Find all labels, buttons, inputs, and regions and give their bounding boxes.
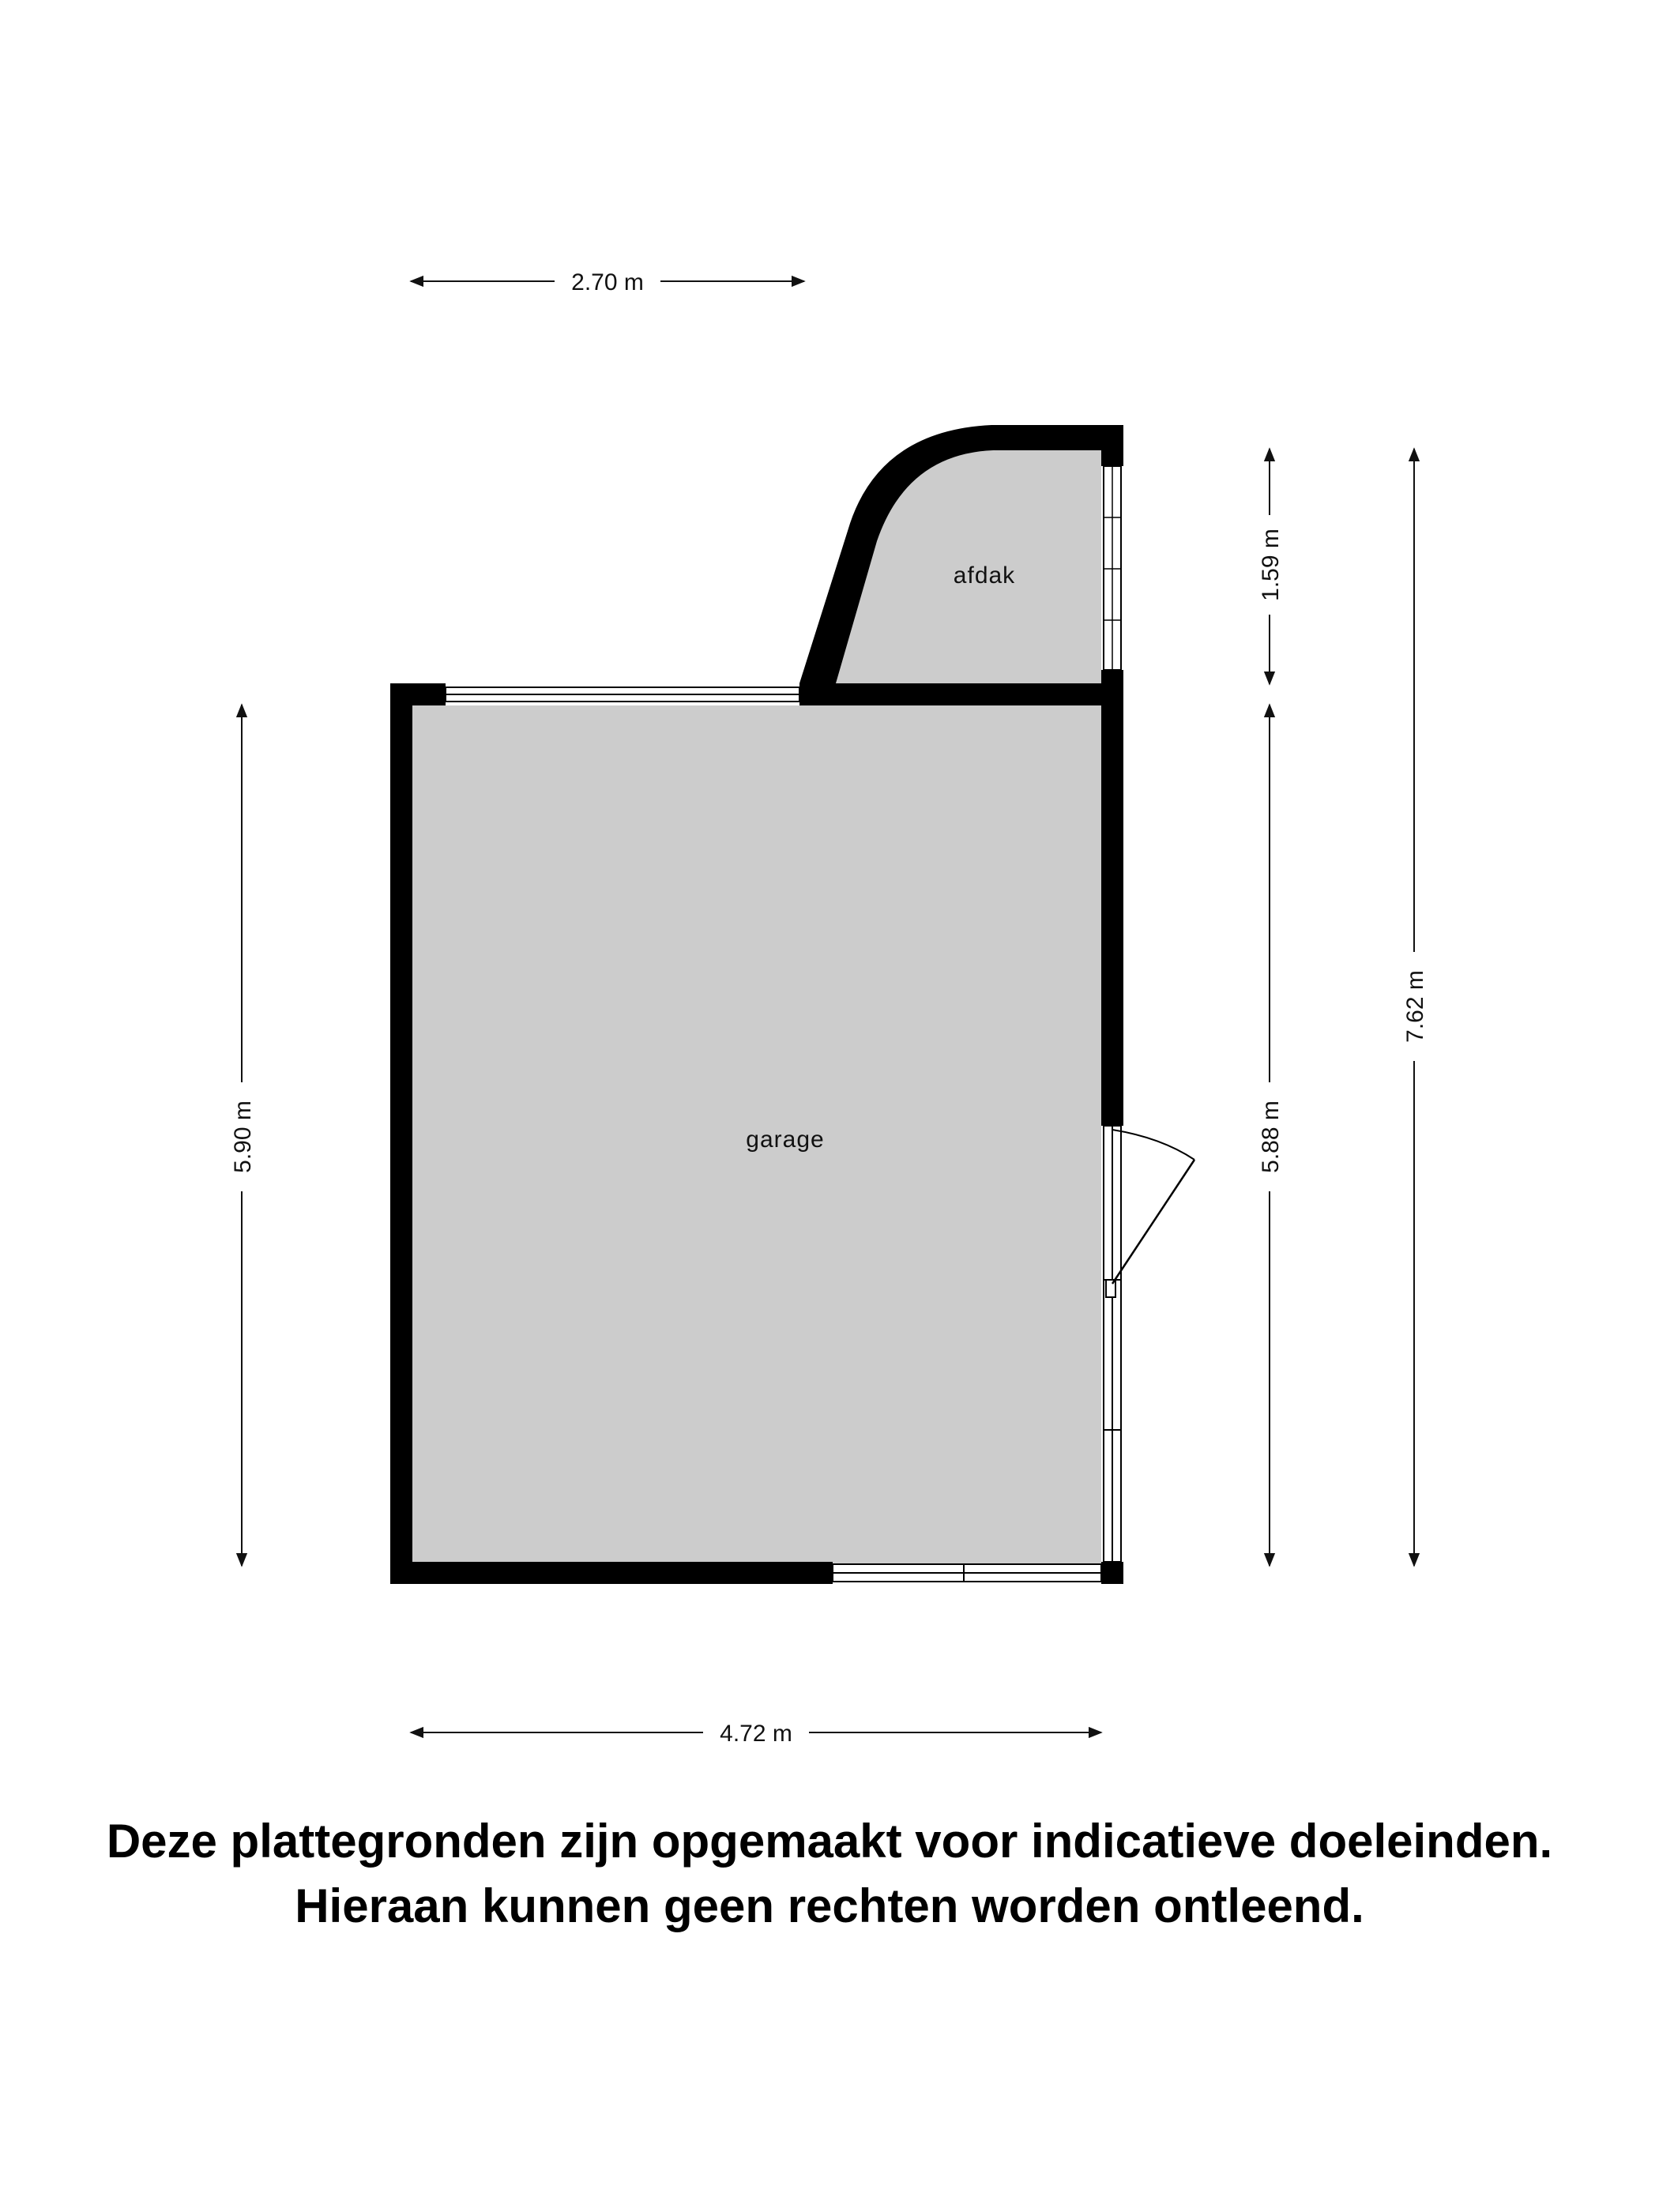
dimension-bottom <box>411 1721 1101 1747</box>
garage-top-wall-right <box>799 683 1123 705</box>
garage-label: garage <box>746 1127 825 1153</box>
disclaimer-line-1: Deze plattegronden zijn opgemaakt voor indicatieve doeleinden. <box>106 1815 1553 1868</box>
dimension-bottom-label: 4.72 m <box>720 1721 792 1747</box>
dimension-left-label: 5.90 m <box>230 1100 256 1173</box>
dimension-right-garage-label: 5.88 m <box>1258 1100 1284 1173</box>
window-afdak-right <box>1104 466 1121 670</box>
garage-corner-post <box>1101 1562 1123 1584</box>
window-top <box>446 687 799 702</box>
dimension-left <box>230 705 256 1566</box>
disclaimer-line-2: Hieraan kunnen geen rechten worden ontleend. <box>295 1879 1364 1932</box>
afdak-label: afdak <box>953 562 1016 589</box>
dimension-top <box>411 269 804 295</box>
garage-left-wall <box>390 683 412 1584</box>
garage-bottom-wall <box>390 1562 833 1584</box>
disclaimer <box>0 1809 1659 1939</box>
afdak-right-post-bottom <box>1101 670 1123 686</box>
dimension-right-afdak <box>1258 449 1284 684</box>
window-right-lower <box>1104 1126 1121 1562</box>
dimension-right-afdak-label: 1.59 m <box>1258 529 1284 601</box>
dimension-right-total <box>1402 449 1428 1566</box>
dimension-top-label: 2.70 m <box>571 269 644 295</box>
afdak-right-post-top <box>1101 425 1123 466</box>
dimension-right-total-label: 7.62 m <box>1402 970 1428 1043</box>
garage-right-wall <box>1101 683 1123 1126</box>
window-bottom <box>833 1564 1101 1582</box>
garage-top-wall-left <box>390 683 446 705</box>
dimension-right-garage <box>1258 705 1284 1566</box>
